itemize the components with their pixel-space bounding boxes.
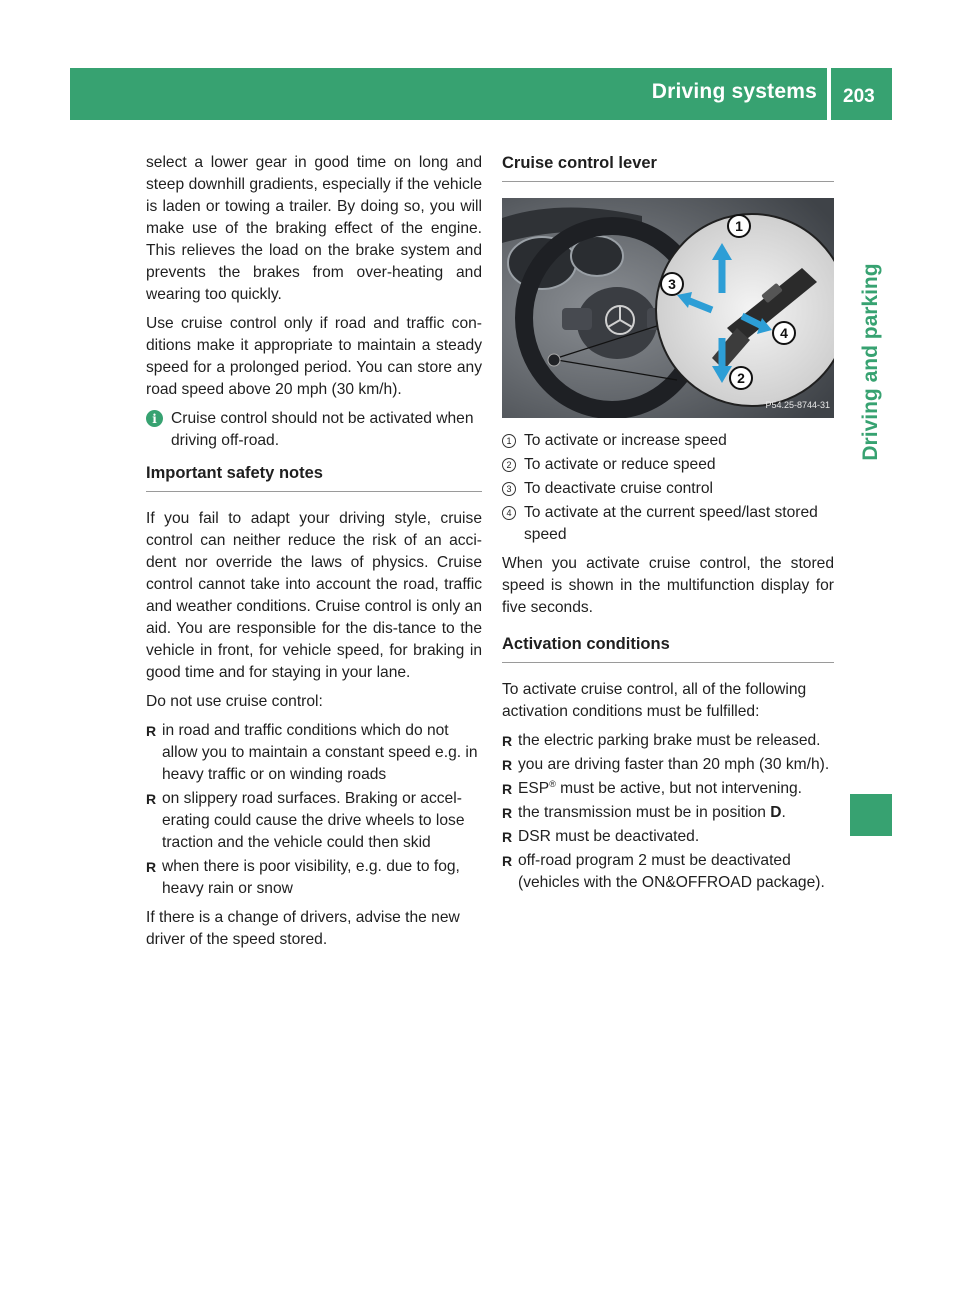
page-number: 203 — [843, 86, 875, 107]
cruise-control-lever-illustration — [502, 198, 834, 418]
paragraph: To activate cruise control, all of the following activation conditions must be fulfilled: — [502, 681, 807, 720]
paragraph: Use cruise control only if road and traffic con-ditions make it appropriate to maintain a steady speed for a prolonged period. You can store any road speed above 20 mph (30 km/h). — [146, 315, 482, 398]
callout-1: 1 — [735, 218, 743, 234]
callout-2: 2 — [737, 370, 745, 386]
header-divider — [827, 68, 831, 120]
section-heading: Activation conditions — [502, 633, 834, 663]
side-tab-label: Driving and parking — [859, 263, 882, 461]
legend-text: To activate or reduce speed — [524, 456, 716, 473]
bullet-icon: R — [146, 723, 157, 739]
bullet-icon: R — [502, 829, 513, 845]
figure-code: P54.25-8744-31 — [765, 400, 830, 410]
legend-text: To activate at the current speed/last stored speed — [524, 504, 818, 543]
callout-4: 4 — [780, 325, 788, 341]
legend-number: 1 — [502, 434, 516, 448]
info-icon: i — [146, 410, 163, 427]
legend-item — [502, 502, 834, 546]
legend-number: 4 — [502, 506, 516, 520]
list-item: R in road and traffic conditions which do not allow you to maintain a constant speed e.g. in heavy traffic or on winding roads — [146, 722, 478, 783]
page-section-title: Driving systems — [651, 80, 817, 103]
section-heading: Cruise control lever — [502, 152, 834, 182]
legend-item — [502, 454, 834, 476]
list-item: R ESP® must be active, but not intervening. — [502, 778, 834, 800]
bullet-list — [502, 730, 834, 894]
paragraph: select a lower gear in good time on long and steep downhill gradients, especially if the vehicle is laden or towing a trailer. By doing so, you will make use of the braking effect of the engine. This relieves the load on the brake system and prevents the brakes from over-heating and wearing too quickly. — [146, 154, 482, 303]
legend-number: 3 — [502, 482, 516, 496]
bullet-icon: R — [502, 781, 513, 797]
list-item: R you are driving faster than 20 mph (30 km/h). — [502, 754, 834, 776]
paragraph: When you activate cruise control, the stored speed is shown in the multifunction display for five seconds. — [502, 555, 834, 616]
bullet-icon: R — [146, 791, 157, 807]
right-column — [502, 152, 834, 901]
bullet-list — [146, 720, 482, 900]
bullet-icon: R — [502, 805, 513, 821]
legend-text: To activate or increase speed — [524, 432, 727, 449]
list-item: R DSR must be deactivated. — [502, 826, 834, 848]
list-item: R off-road program 2 must be deactivated (vehicles with the ON&OFFROAD package). — [502, 852, 825, 891]
legend-item — [502, 430, 834, 452]
bullet-icon: R — [502, 733, 513, 749]
legend-list — [502, 430, 834, 546]
bullet-icon: R — [502, 757, 513, 773]
info-note — [146, 408, 482, 452]
paragraph: If you fail to adapt your driving style, cruise control can neither reduce the risk of an acci-dent nor override the laws of physics. Cruise control cannot take into account the road, traffic and weather conditions. Cruise control is only an aid. You are responsible for the dis-tance to the vehicle in front, for vehicle speed, for braking in good time and for staying in your lane. — [146, 510, 482, 681]
side-tab — [850, 120, 892, 780]
list-item: R the electric parking brake must be released. — [502, 730, 834, 752]
paragraph: If there is a change of drivers, advise the new driver of the speed stored. — [146, 909, 460, 948]
bullet-icon: R — [146, 859, 157, 875]
paragraph: Do not use cruise control: — [146, 693, 323, 710]
section-heading: Important safety notes — [146, 462, 482, 492]
callout-3: 3 — [668, 276, 676, 292]
list-item: R the transmission must be in position D. — [502, 802, 834, 824]
cruise-control-lever-figure — [502, 198, 834, 418]
list-item: R on slippery road surfaces. Braking or accel-erating could cause the drive wheels to lose traction and the vehicle could then skid — [146, 790, 465, 851]
info-note-text: Cruise control should not be activated when driving off-road. — [171, 410, 474, 449]
side-tab-marker — [850, 794, 892, 836]
legend-text: To deactivate cruise control — [524, 480, 713, 497]
legend-number: 2 — [502, 458, 516, 472]
legend-item — [502, 478, 834, 500]
list-item: R when there is poor visibility, e.g. due to fog, heavy rain or snow — [146, 858, 460, 897]
bullet-icon: R — [502, 853, 513, 869]
left-column — [146, 152, 482, 958]
